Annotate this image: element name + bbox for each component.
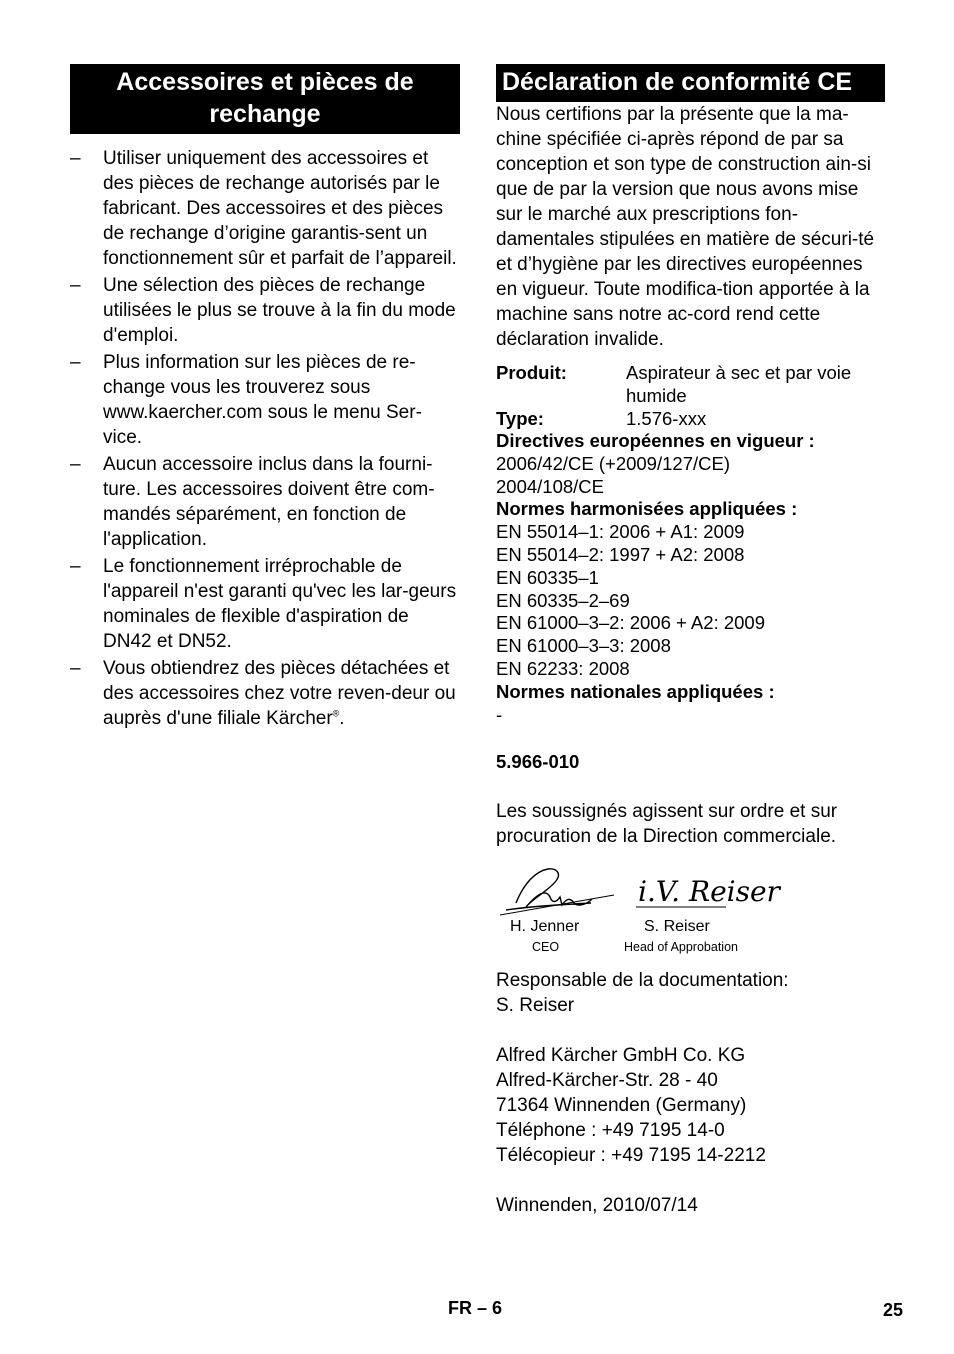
national-value: - [496, 703, 503, 725]
standard-item: EN 62233: 2008 [496, 657, 630, 679]
signature-reiser [634, 865, 780, 910]
list-item-text: Aucun accessoire inclus dans la fourni-ture. Les accessoires doivent être com-mandés séparément, en fonction de l'application. [103, 454, 435, 550]
doc-resp-label: Responsable de la documentation: [496, 970, 789, 992]
documentation-responsible [496, 968, 888, 1018]
address-line: Téléphone : +49 7195 14-0 [496, 1120, 725, 1142]
list-item [70, 146, 460, 271]
type-row [496, 407, 888, 430]
type-value: 1.576-xxx [626, 408, 707, 429]
signer1-name: H. Jenner [510, 918, 580, 936]
standard-item: EN 55014–2: 1997 + A2: 2008 [496, 543, 745, 565]
standard-item: EN 60335–2–69 [496, 589, 630, 611]
place-date: Winnenden, 2010/07/14 [496, 1195, 698, 1217]
right-column [496, 64, 888, 1218]
dash-bullet: – [70, 275, 81, 296]
standard-item: EN 55014–1: 2006 + A1: 2009 [496, 521, 745, 543]
standard-item: EN 61000–3–3: 2008 [496, 635, 671, 657]
list-item-text: Utiliser uniquement des accessoires et des pièces de rechange autorisés par le fabricant. Des accessoires et des pièces de rechange d’origine garantis-sent un fonctionnement sûr et parfait de l’appareil. [103, 148, 457, 269]
signer2-role: Head of Approbation [624, 940, 738, 955]
list-item [70, 452, 460, 552]
company-address [496, 1043, 888, 1168]
address-line: 71364 Winnenden (Germany) [496, 1095, 747, 1117]
harmonised-label: Normes harmonisées appliquées : [496, 498, 798, 520]
national-label: Normes nationales appliquées : [496, 680, 775, 702]
signer2-name: S. Reiser [644, 918, 710, 936]
product-details [496, 361, 888, 726]
signature-block [496, 863, 888, 958]
footer-page-number: 25 [883, 1300, 904, 1320]
dash-bullet: – [70, 148, 81, 169]
product-label: Produit: [496, 362, 567, 383]
dash-bullet: – [70, 352, 81, 373]
signature-jenner [496, 863, 626, 923]
product-value: Aspirateur à sec et par voie humide [626, 362, 852, 406]
list-item [70, 656, 460, 731]
list-item-text: Le fonctionnement irréprochable de l'appareil n'est garanti qu'vec les lar-geurs nominales de flexible d'aspiration de DN42 et DN52. [103, 556, 457, 652]
doc-resp-name: S. Reiser [496, 995, 575, 1017]
list-item-text: Plus information sur les pièces de re-change vous les trouverez sous www.kaercher.com sous le menu Ser-vice. [103, 352, 422, 448]
signer1-role: CEO [532, 940, 560, 955]
dash-bullet: – [70, 658, 81, 679]
type-label: Type: [496, 408, 544, 429]
section-title-declaration: Déclaration de conformité CE [496, 64, 885, 102]
address-line: Alfred Kärcher GmbH Co. KG [496, 1045, 746, 1067]
signature-reiser-text: i.V. Reiser [638, 875, 780, 909]
dash-bullet: – [70, 454, 81, 475]
list-item [70, 554, 460, 654]
list-item [70, 273, 460, 348]
standard-item: EN 60335–1 [496, 566, 599, 588]
left-column [70, 64, 460, 733]
section-title-accessories: Accessoires et pièces de rechange [70, 64, 460, 134]
footer-language-page: FR – 6 [448, 1298, 503, 1318]
list-item-end: . [339, 708, 345, 729]
directives-label: Directives européennes en vigueur : [496, 430, 815, 451]
document-code: 5.966-010 [496, 751, 580, 773]
directive-item: 2006/42/CE (+2009/127/CE) [496, 452, 730, 474]
directive-item: 2004/108/CE [496, 475, 605, 497]
registered-mark: ® [332, 708, 340, 719]
accessories-list [70, 146, 460, 731]
signatories-text: Les soussignés agissent sur ordre et sur procuration de la Direction commerciale. [496, 801, 838, 848]
declaration-intro: Nous certifions par la présente que la ma-chine spécifiée ci-après répond de par sa conception et son type de construction ain-si que de par la version que nous avons mise sur le marché aux prescriptions fon-damentales stipulées en matière de sécuri-té et d’hygiène par les directives européennes en vigueur. Toute modifica-tion apportée à la machine sans notre ac-cord rend cette déclaration invalide. [496, 104, 875, 350]
address-line: Alfred-Kärcher-Str. 28 - 40 [496, 1070, 718, 1092]
list-item [70, 350, 460, 450]
product-row [496, 361, 888, 407]
standard-item: EN 61000–3–2: 2006 + A2: 2009 [496, 612, 765, 634]
list-item-text: Vous obtiendrez des pièces détachées et des accessoires chez votre reven-deur ou auprès d'une filiale Kärcher [103, 658, 456, 729]
dash-bullet: – [70, 556, 81, 577]
address-line: Télécopieur : +49 7195 14-2212 [496, 1145, 766, 1167]
list-item-text: Une sélection des pièces de rechange utilisées le plus se trouve à la fin du mode d'emploi. [103, 275, 456, 346]
